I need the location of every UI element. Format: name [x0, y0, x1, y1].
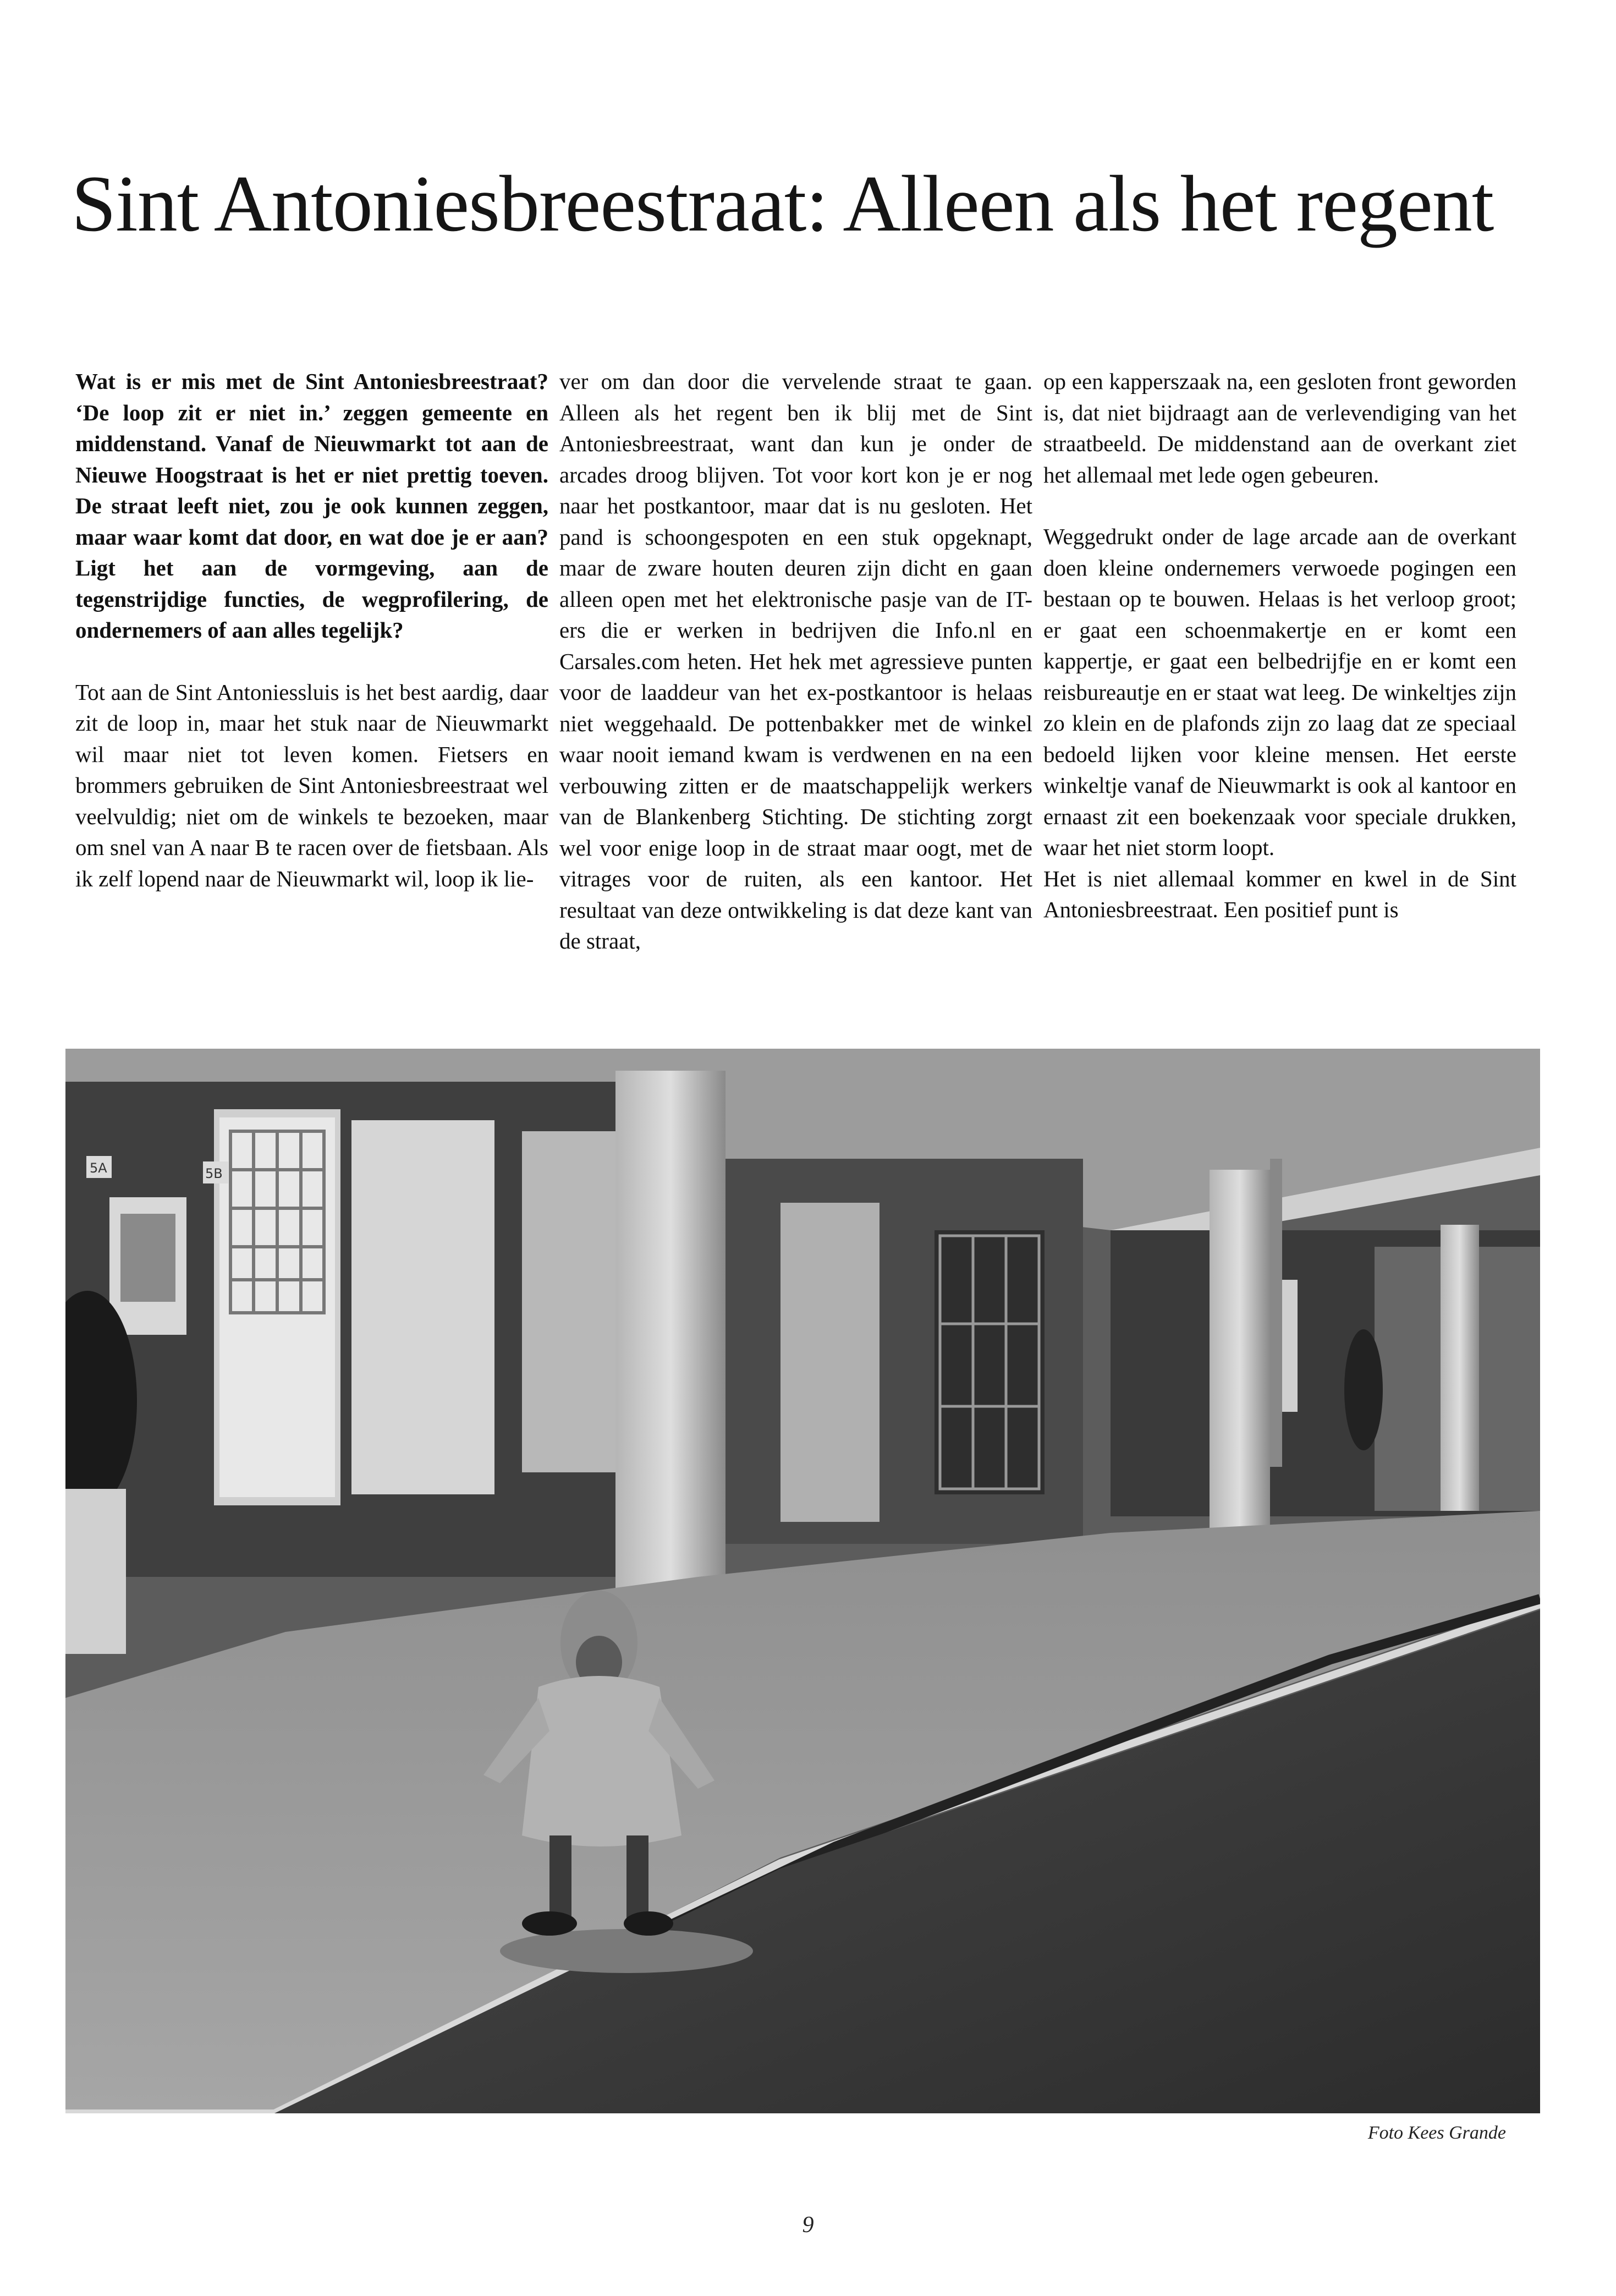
- body-paragraph: Tot aan de Sint Antoniessluis is het best aardig, daar zit de loop in, maar het stuk naar de Nieuwmarkt wil maar niet tot leven komen. Fietsers en brommers gebruiken de Sint Antoniesbreestraat wel veelvuldig; niet om de winkels te bezoeken, maar om snel van A naar B te racen over de fietsbaan. Als ik zelf lopend naar de Nieuwmarkt wil, loop ik lie-: [75, 679, 548, 891]
- door-sign-5a: 5A: [90, 1160, 107, 1176]
- article-title: Sint Antoniesbreestraat: Alleen als het regent: [72, 159, 1494, 248]
- body-paragraph: op een kapperszaak na, een gesloten front geworden is, dat niet bijdraagt aan de verlevendiging van het straatbeeld. De middenstand aan de overkant ziet het allemaal met lede ogen gebeuren.: [1043, 369, 1516, 487]
- body-paragraph: Het is niet allemaal kommer en kwel in de Sint Antoniesbreestraat. Een positief punt is: [1043, 865, 1516, 922]
- photo-illustration: [65, 1049, 1540, 2113]
- body-paragraph: ver om dan door die vervelende straat te gaan. Alleen als het regent ben ik blij met de Sint Antoniesbreestraat, want dan kun je onder de arcades droog blijven. Tot voor kort kon je er nog naar het postkantoor, maar dat is nu gesloten. Het pand is schoongespoten en een stuk opgeknapt, maar de zware houten deuren zijn dicht en gaan alleen open met het elektronische pasje van de IT-ers die er werken in bedrijven die Info.nl en Carsales.com heten. Het hek met agressieve punten voor de laaddeur van het ex-postkantoor is helaas niet weggehaald. De pottenbakker met de winkel waar nooit iemand kwam is verdwenen en na een verbouwing zitten er de maatschappelijk werkers van de Blankenberg Stichting. De stichting zorgt wel voor enige loop in de straat maar oogt, met de vitrages voor de ruiten, als een kantoor. Het resultaat van deze ontwikkeling is dat deze kant van de straat,: [559, 369, 1032, 954]
- door-sign-5b: 5B: [205, 1166, 223, 1181]
- column-1: [75, 366, 548, 1048]
- body-paragraph: Weggedrukt onder de lage arcade aan de overkant doen kleine ondernemers verwoede pogingen een bestaan op te bouwen. Helaas is het verloop groot; er gaat een schoenmakertje en er komt een kappertje, er gaat een belbedrijfje en er komt een reisbureautje en er staat wat leeg. De winkeltjes zijn zo klein en de plafonds zijn zo laag dat ze speciaal bedoeld lijken voor kleine mensen. Het eerste winkeltje vanaf de Nieuwmarkt is ook al kantoor en ernaast zit een boekenzaak voor speciale drukken, waar het niet storm loopt.: [1043, 524, 1516, 860]
- column-3: [1043, 366, 1516, 1048]
- page-number: 9: [802, 2212, 814, 2238]
- photo-credit: Foto Kees Grande: [1367, 2123, 1506, 2143]
- article-body: [75, 366, 1516, 1048]
- column-2: [559, 366, 1032, 1048]
- street-photo: [65, 1049, 1540, 2113]
- lead-paragraph: Wat is er mis met de Sint Antoniesbreestraat? ‘De loop zit er niet in.’ zeggen gemeente en middenstand. Vanaf de Nieuwmarkt tot aan de Nieuwe Hoogstraat is het er niet prettig toeven. De straat leeft niet, zou je ook kunnen zeggen, maar waar komt dat door, en wat doe je er aan? Ligt het aan de vormgeving, aan de tegenstrijdige functies, de wegprofilering, de ondernemers of aan alles tegelijk?: [75, 369, 548, 643]
